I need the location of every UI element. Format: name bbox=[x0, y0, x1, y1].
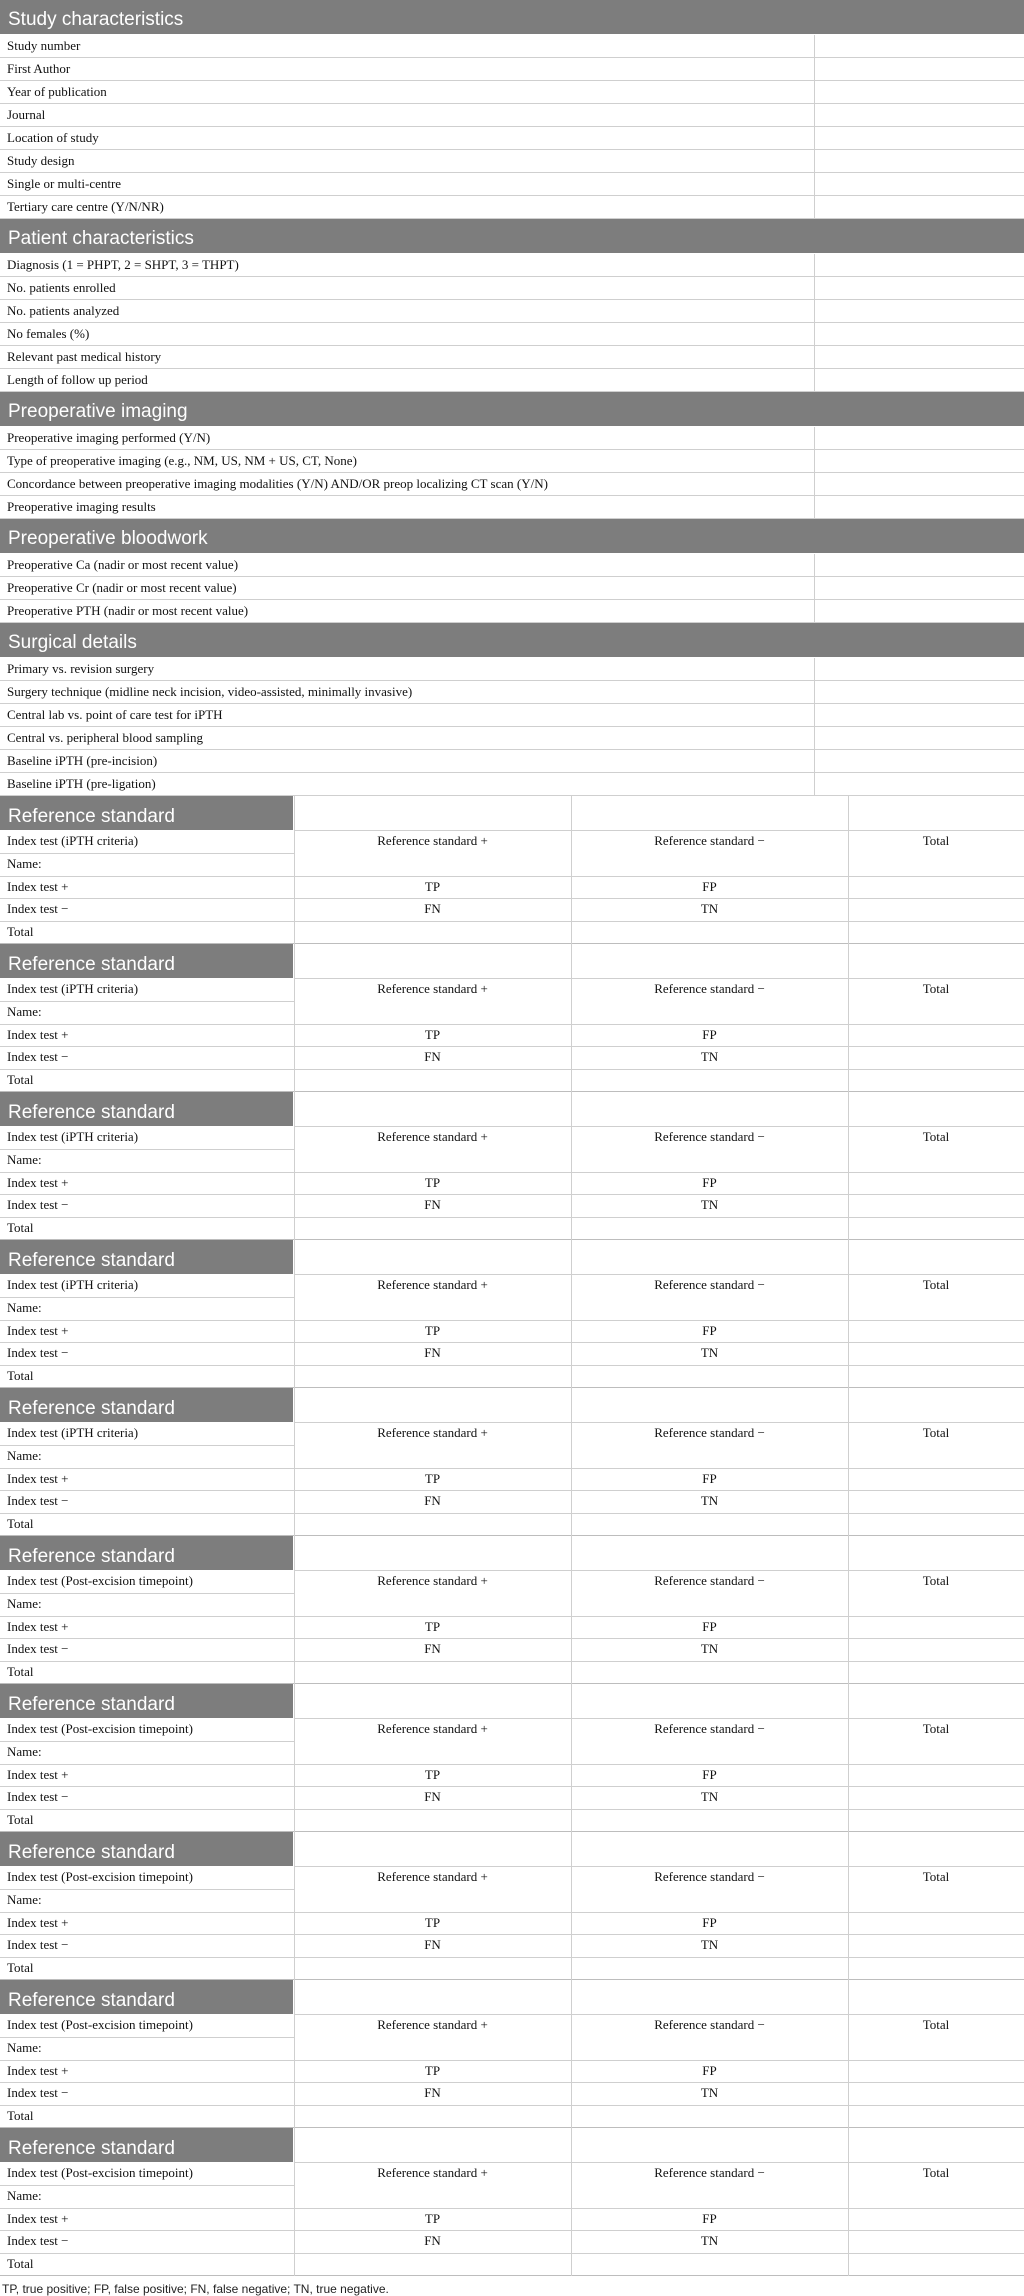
col-total: Total bbox=[922, 1425, 950, 1440]
col-reference-positive: Reference standard + bbox=[377, 1425, 488, 1440]
false-negative-cell: FN bbox=[424, 2233, 441, 2248]
row-label: No. patients analyzed bbox=[0, 300, 815, 322]
grid-line bbox=[0, 1445, 294, 1446]
true-positive-cell: TP bbox=[424, 1619, 441, 1634]
value-cell[interactable] bbox=[815, 554, 1024, 576]
grid-line bbox=[0, 1217, 1024, 1218]
col-total: Total bbox=[922, 2165, 950, 2180]
index-test-negative-label: Index test − bbox=[7, 1641, 69, 1656]
index-test-positive-label: Index test + bbox=[7, 1767, 69, 1782]
value-cell[interactable] bbox=[815, 346, 1024, 368]
row-label: No. patients enrolled bbox=[0, 277, 815, 299]
table-row bbox=[0, 58, 1024, 81]
table-row bbox=[0, 727, 1024, 750]
reference-standard-blocks bbox=[0, 796, 1024, 2276]
col-total: Total bbox=[922, 833, 950, 848]
section-header: Preoperative imaging bbox=[0, 392, 1024, 427]
row-label: Location of study bbox=[0, 127, 815, 149]
index-test-negative-label: Index test − bbox=[7, 1789, 69, 1804]
false-positive-cell: FP bbox=[702, 1471, 717, 1486]
table-row bbox=[0, 35, 1024, 58]
row-label: Surgery technique (midline neck incision, video-assisted, minimally invasive) bbox=[0, 681, 815, 703]
false-negative-cell: FN bbox=[424, 1049, 441, 1064]
index-test-negative-label: Index test − bbox=[7, 1937, 69, 1952]
reference-standard-block bbox=[0, 1388, 1024, 1536]
grid-line bbox=[0, 2185, 294, 2186]
col-reference-positive: Reference standard + bbox=[377, 1129, 488, 1144]
grid-line bbox=[0, 876, 1024, 877]
false-negative-cell: FN bbox=[424, 1197, 441, 1212]
value-cell[interactable] bbox=[815, 773, 1024, 795]
index-test-positive-label: Index test + bbox=[7, 1471, 69, 1486]
row-label: Central lab vs. point of care test for iPTH bbox=[0, 704, 815, 726]
reference-standard-header: Reference standard bbox=[0, 1980, 294, 2014]
false-positive-cell: FP bbox=[702, 2211, 717, 2226]
index-test-label: Index test (iPTH criteria) bbox=[7, 1129, 139, 1144]
grid-line bbox=[0, 2208, 1024, 2209]
false-positive-cell: FP bbox=[702, 1915, 717, 1930]
table-row bbox=[0, 369, 1024, 392]
index-test-positive-label: Index test + bbox=[7, 2063, 69, 2078]
reference-standard-header: Reference standard bbox=[0, 2128, 294, 2162]
true-positive-cell: TP bbox=[424, 1175, 441, 1190]
grid-line bbox=[0, 1957, 1024, 1958]
row-label: Study number bbox=[0, 35, 815, 57]
table-row bbox=[0, 450, 1024, 473]
col-reference-negative: Reference standard − bbox=[654, 981, 765, 996]
false-positive-cell: FP bbox=[702, 1027, 717, 1042]
row-label: First Author bbox=[0, 58, 815, 80]
table-row bbox=[0, 127, 1024, 150]
reference-standard-header: Reference standard bbox=[0, 796, 294, 830]
false-negative-cell: FN bbox=[424, 2085, 441, 2100]
col-reference-negative: Reference standard − bbox=[654, 1869, 765, 1884]
false-positive-cell: FP bbox=[702, 1175, 717, 1190]
name-label: Name: bbox=[7, 1004, 42, 1019]
value-cell[interactable] bbox=[815, 727, 1024, 749]
total-row-label: Total bbox=[7, 1368, 34, 1383]
true-negative-cell: TN bbox=[700, 1049, 719, 1064]
false-positive-cell: FP bbox=[702, 2063, 717, 2078]
name-label: Name: bbox=[7, 2040, 42, 2055]
total-row-label: Total bbox=[7, 1960, 34, 1975]
row-label: Journal bbox=[0, 104, 815, 126]
index-test-label: Index test (iPTH criteria) bbox=[7, 981, 139, 996]
table-row bbox=[0, 277, 1024, 300]
table-row bbox=[0, 496, 1024, 519]
table-row bbox=[0, 254, 1024, 277]
table-row bbox=[0, 704, 1024, 727]
row-label: Preoperative Ca (nadir or most recent value) bbox=[0, 554, 815, 576]
col-total: Total bbox=[922, 1573, 950, 1588]
value-cell[interactable] bbox=[815, 173, 1024, 195]
name-label: Name: bbox=[7, 1152, 42, 1167]
table-row bbox=[0, 196, 1024, 219]
grid-line bbox=[0, 1513, 1024, 1514]
reference-standard-block bbox=[0, 1240, 1024, 1388]
index-test-positive-label: Index test + bbox=[7, 1915, 69, 1930]
false-negative-cell: FN bbox=[424, 1493, 441, 1508]
index-test-positive-label: Index test + bbox=[7, 1027, 69, 1042]
col-reference-positive: Reference standard + bbox=[377, 1869, 488, 1884]
grid-line bbox=[0, 1661, 1024, 1662]
true-positive-cell: TP bbox=[424, 1915, 441, 1930]
false-negative-cell: FN bbox=[424, 1937, 441, 1952]
index-test-label: Index test (iPTH criteria) bbox=[7, 833, 139, 848]
value-cell[interactable] bbox=[815, 369, 1024, 391]
true-positive-cell: TP bbox=[424, 2211, 441, 2226]
table-row bbox=[0, 427, 1024, 450]
table-row bbox=[0, 681, 1024, 704]
total-row-label: Total bbox=[7, 924, 34, 939]
value-cell[interactable] bbox=[815, 277, 1024, 299]
col-reference-positive: Reference standard + bbox=[377, 2165, 488, 2180]
false-positive-cell: FP bbox=[702, 1619, 717, 1634]
index-test-label: Index test (Post-excision timepoint) bbox=[7, 1869, 193, 1884]
grid-line bbox=[294, 1274, 1024, 1275]
grid-line bbox=[0, 1001, 294, 1002]
section-header: Surgical details bbox=[0, 623, 1024, 658]
col-total: Total bbox=[922, 981, 950, 996]
name-label: Name: bbox=[7, 1744, 42, 1759]
value-cell[interactable] bbox=[815, 496, 1024, 518]
reference-standard-block bbox=[0, 1684, 1024, 1832]
table-row bbox=[0, 750, 1024, 773]
value-cell[interactable] bbox=[815, 427, 1024, 449]
row-label: Preoperative imaging results bbox=[0, 496, 815, 518]
index-test-label: Index test (Post-excision timepoint) bbox=[7, 1573, 193, 1588]
grid-line bbox=[0, 1786, 1024, 1787]
section-header: Patient characteristics bbox=[0, 219, 1024, 254]
false-positive-cell: FP bbox=[702, 879, 717, 894]
reference-standard-block bbox=[0, 1980, 1024, 2128]
index-test-negative-label: Index test − bbox=[7, 1345, 69, 1360]
col-reference-negative: Reference standard − bbox=[654, 1129, 765, 1144]
grid-line bbox=[0, 1809, 1024, 1810]
value-cell[interactable] bbox=[815, 658, 1024, 680]
index-test-positive-label: Index test + bbox=[7, 879, 69, 894]
col-reference-positive: Reference standard + bbox=[377, 981, 488, 996]
value-cell[interactable] bbox=[815, 58, 1024, 80]
table-row bbox=[0, 473, 1024, 496]
index-test-negative-label: Index test − bbox=[7, 1197, 69, 1212]
row-label: Diagnosis (1 = PHPT, 2 = SHPT, 3 = THPT) bbox=[0, 254, 815, 276]
index-test-negative-label: Index test − bbox=[7, 2085, 69, 2100]
col-reference-negative: Reference standard − bbox=[654, 2017, 765, 2032]
grid-line bbox=[0, 1593, 294, 1594]
table-row bbox=[0, 554, 1024, 577]
index-test-label: Index test (Post-excision timepoint) bbox=[7, 1721, 193, 1736]
index-test-negative-label: Index test − bbox=[7, 1049, 69, 1064]
row-label: Tertiary care centre (Y/N/NR) bbox=[0, 196, 815, 218]
false-negative-cell: FN bbox=[424, 901, 441, 916]
grid-line bbox=[0, 2082, 1024, 2083]
true-positive-cell: TP bbox=[424, 2063, 441, 2078]
col-reference-negative: Reference standard − bbox=[654, 833, 765, 848]
value-cell[interactable] bbox=[815, 127, 1024, 149]
false-positive-cell: FP bbox=[702, 1323, 717, 1338]
grid-line bbox=[294, 978, 1024, 979]
false-negative-cell: FN bbox=[424, 1345, 441, 1360]
grid-line bbox=[0, 1741, 294, 1742]
name-label: Name: bbox=[7, 856, 42, 871]
index-test-label: Index test (iPTH criteria) bbox=[7, 1425, 139, 1440]
grid-line bbox=[0, 1889, 294, 1890]
grid-line bbox=[0, 1934, 1024, 1935]
row-label: Preoperative PTH (nadir or most recent value) bbox=[0, 600, 815, 622]
true-positive-cell: TP bbox=[424, 879, 441, 894]
total-row-label: Total bbox=[7, 1220, 34, 1235]
col-reference-positive: Reference standard + bbox=[377, 2017, 488, 2032]
true-negative-cell: TN bbox=[700, 1493, 719, 1508]
value-cell[interactable] bbox=[815, 681, 1024, 703]
total-row-label: Total bbox=[7, 2256, 34, 2271]
grid-line bbox=[0, 1342, 1024, 1343]
grid-line bbox=[0, 1172, 1024, 1173]
reference-standard-header: Reference standard bbox=[0, 944, 294, 978]
table-row bbox=[0, 658, 1024, 681]
col-reference-positive: Reference standard + bbox=[377, 1277, 488, 1292]
row-label: Length of follow up period bbox=[0, 369, 815, 391]
reference-standard-block bbox=[0, 2128, 1024, 2276]
total-row-label: Total bbox=[7, 1516, 34, 1531]
row-label: Primary vs. revision surgery bbox=[0, 658, 815, 680]
index-test-positive-label: Index test + bbox=[7, 2211, 69, 2226]
true-negative-cell: TN bbox=[700, 1197, 719, 1212]
row-label: Relevant past medical history bbox=[0, 346, 815, 368]
col-total: Total bbox=[922, 1869, 950, 1884]
false-negative-cell: FN bbox=[424, 1789, 441, 1804]
true-positive-cell: TP bbox=[424, 1767, 441, 1782]
table-row bbox=[0, 577, 1024, 600]
row-label: No females (%) bbox=[0, 323, 815, 345]
index-test-positive-label: Index test + bbox=[7, 1619, 69, 1634]
reference-standard-block bbox=[0, 1536, 1024, 1684]
value-cell[interactable] bbox=[815, 750, 1024, 772]
grid-line bbox=[0, 1638, 1024, 1639]
index-test-label: Index test (Post-excision timepoint) bbox=[7, 2017, 193, 2032]
reference-standard-header: Reference standard bbox=[0, 1092, 294, 1126]
value-cell[interactable] bbox=[815, 196, 1024, 218]
value-cell[interactable] bbox=[815, 35, 1024, 57]
false-negative-cell: FN bbox=[424, 1641, 441, 1656]
grid-line bbox=[0, 1194, 1024, 1195]
grid-line bbox=[0, 2253, 1024, 2254]
col-reference-positive: Reference standard + bbox=[377, 833, 488, 848]
row-label: Year of publication bbox=[0, 81, 815, 103]
section-header: Preoperative bloodwork bbox=[0, 519, 1024, 554]
name-label: Name: bbox=[7, 2188, 42, 2203]
name-label: Name: bbox=[7, 1596, 42, 1611]
col-total: Total bbox=[922, 1721, 950, 1736]
true-positive-cell: TP bbox=[424, 1323, 441, 1338]
col-reference-negative: Reference standard − bbox=[654, 1277, 765, 1292]
reference-standard-block bbox=[0, 796, 1024, 944]
index-test-negative-label: Index test − bbox=[7, 2233, 69, 2248]
index-test-negative-label: Index test − bbox=[7, 1493, 69, 1508]
grid-line bbox=[0, 2230, 1024, 2231]
grid-line bbox=[0, 1320, 1024, 1321]
true-negative-cell: TN bbox=[700, 1937, 719, 1952]
grid-line bbox=[0, 1912, 1024, 1913]
row-label: Baseline iPTH (pre-incision) bbox=[0, 750, 815, 772]
total-row-label: Total bbox=[7, 2108, 34, 2123]
grid-line bbox=[0, 1069, 1024, 1070]
true-negative-cell: TN bbox=[700, 1789, 719, 1804]
row-label: Study design bbox=[0, 150, 815, 172]
value-cell[interactable] bbox=[815, 450, 1024, 472]
grid-line bbox=[0, 1490, 1024, 1491]
value-cell[interactable] bbox=[815, 473, 1024, 495]
index-test-positive-label: Index test + bbox=[7, 1175, 69, 1190]
grid-line bbox=[0, 1365, 1024, 1366]
row-label: Type of preoperative imaging (e.g., NM, US, NM + US, CT, None) bbox=[0, 450, 815, 472]
index-test-negative-label: Index test − bbox=[7, 901, 69, 916]
total-row-label: Total bbox=[7, 1664, 34, 1679]
index-test-label: Index test (Post-excision timepoint) bbox=[7, 2165, 193, 2180]
name-label: Name: bbox=[7, 1300, 42, 1315]
index-test-positive-label: Index test + bbox=[7, 1323, 69, 1338]
value-cell[interactable] bbox=[815, 254, 1024, 276]
reference-standard-header: Reference standard bbox=[0, 1832, 294, 1866]
col-total: Total bbox=[922, 1277, 950, 1292]
characteristics-sections bbox=[0, 0, 1024, 796]
index-test-label: Index test (iPTH criteria) bbox=[7, 1277, 139, 1292]
col-total: Total bbox=[922, 2017, 950, 2032]
grid-line bbox=[0, 1468, 1024, 1469]
row-label: Preoperative Cr (nadir or most recent value) bbox=[0, 577, 815, 599]
col-reference-negative: Reference standard − bbox=[654, 1573, 765, 1588]
table-row bbox=[0, 300, 1024, 323]
true-negative-cell: TN bbox=[700, 1641, 719, 1656]
grid-line bbox=[0, 1764, 1024, 1765]
grid-line bbox=[294, 1422, 1024, 1423]
name-label: Name: bbox=[7, 1892, 42, 1907]
row-label: Preoperative imaging performed (Y/N) bbox=[0, 427, 815, 449]
value-cell[interactable] bbox=[815, 150, 1024, 172]
reference-standard-header: Reference standard bbox=[0, 1388, 294, 1422]
reference-standard-block bbox=[0, 1092, 1024, 1240]
value-cell[interactable] bbox=[815, 81, 1024, 103]
grid-line bbox=[0, 2037, 294, 2038]
table-row bbox=[0, 173, 1024, 196]
grid-line bbox=[294, 2162, 1024, 2163]
col-reference-negative: Reference standard − bbox=[654, 1425, 765, 1440]
name-label: Name: bbox=[7, 1448, 42, 1463]
col-reference-positive: Reference standard + bbox=[377, 1573, 488, 1588]
grid-line bbox=[294, 1866, 1024, 1867]
total-row-label: Total bbox=[7, 1072, 34, 1087]
grid-line bbox=[0, 1046, 1024, 1047]
grid-line bbox=[294, 1718, 1024, 1719]
grid-line bbox=[0, 898, 1024, 899]
table-row bbox=[0, 346, 1024, 369]
table-row bbox=[0, 773, 1024, 796]
col-reference-positive: Reference standard + bbox=[377, 1721, 488, 1736]
grid-line bbox=[0, 1297, 294, 1298]
true-positive-cell: TP bbox=[424, 1027, 441, 1042]
col-total: Total bbox=[922, 1129, 950, 1144]
row-label: Single or multi-centre bbox=[0, 173, 815, 195]
grid-line bbox=[0, 921, 1024, 922]
true-positive-cell: TP bbox=[424, 1471, 441, 1486]
reference-standard-header: Reference standard bbox=[0, 1684, 294, 1718]
value-cell[interactable] bbox=[815, 704, 1024, 726]
reference-standard-header: Reference standard bbox=[0, 1536, 294, 1570]
table-row bbox=[0, 150, 1024, 173]
value-cell[interactable] bbox=[815, 300, 1024, 322]
grid-line bbox=[0, 2060, 1024, 2061]
table-row bbox=[0, 81, 1024, 104]
col-reference-negative: Reference standard − bbox=[654, 1721, 765, 1736]
true-negative-cell: TN bbox=[700, 1345, 719, 1360]
grid-line bbox=[0, 1149, 294, 1150]
grid-line bbox=[294, 830, 1024, 831]
row-label: Central vs. peripheral blood sampling bbox=[0, 727, 815, 749]
table-row bbox=[0, 104, 1024, 127]
row-label: Concordance between preoperative imaging modalities (Y/N) AND/OR preop localizing CT scan (Y/N) bbox=[0, 473, 815, 495]
grid-line bbox=[0, 2105, 1024, 2106]
table-row bbox=[0, 323, 1024, 346]
true-negative-cell: TN bbox=[700, 2233, 719, 2248]
reference-standard-block bbox=[0, 1832, 1024, 1980]
value-cell[interactable] bbox=[815, 323, 1024, 345]
true-negative-cell: TN bbox=[700, 901, 719, 916]
row-label: Baseline iPTH (pre-ligation) bbox=[0, 773, 815, 795]
grid-line bbox=[294, 1126, 1024, 1127]
grid-line bbox=[294, 2014, 1024, 2015]
grid-line bbox=[294, 1570, 1024, 1571]
table-footnote: TP, true positive; FP, false positive; FN, false negative; TN, true negative. bbox=[2, 2282, 389, 2296]
grid-line bbox=[0, 1024, 1024, 1025]
value-cell[interactable] bbox=[815, 104, 1024, 126]
grid-line bbox=[0, 1616, 1024, 1617]
grid-line bbox=[0, 853, 294, 854]
false-positive-cell: FP bbox=[702, 1767, 717, 1782]
reference-standard-header: Reference standard bbox=[0, 1240, 294, 1274]
total-row-label: Total bbox=[7, 1812, 34, 1827]
value-cell[interactable] bbox=[815, 577, 1024, 599]
reference-standard-block bbox=[0, 944, 1024, 1092]
table-row bbox=[0, 600, 1024, 623]
col-reference-negative: Reference standard − bbox=[654, 2165, 765, 2180]
value-cell[interactable] bbox=[815, 600, 1024, 622]
section-header: Study characteristics bbox=[0, 0, 1024, 35]
true-negative-cell: TN bbox=[700, 2085, 719, 2100]
